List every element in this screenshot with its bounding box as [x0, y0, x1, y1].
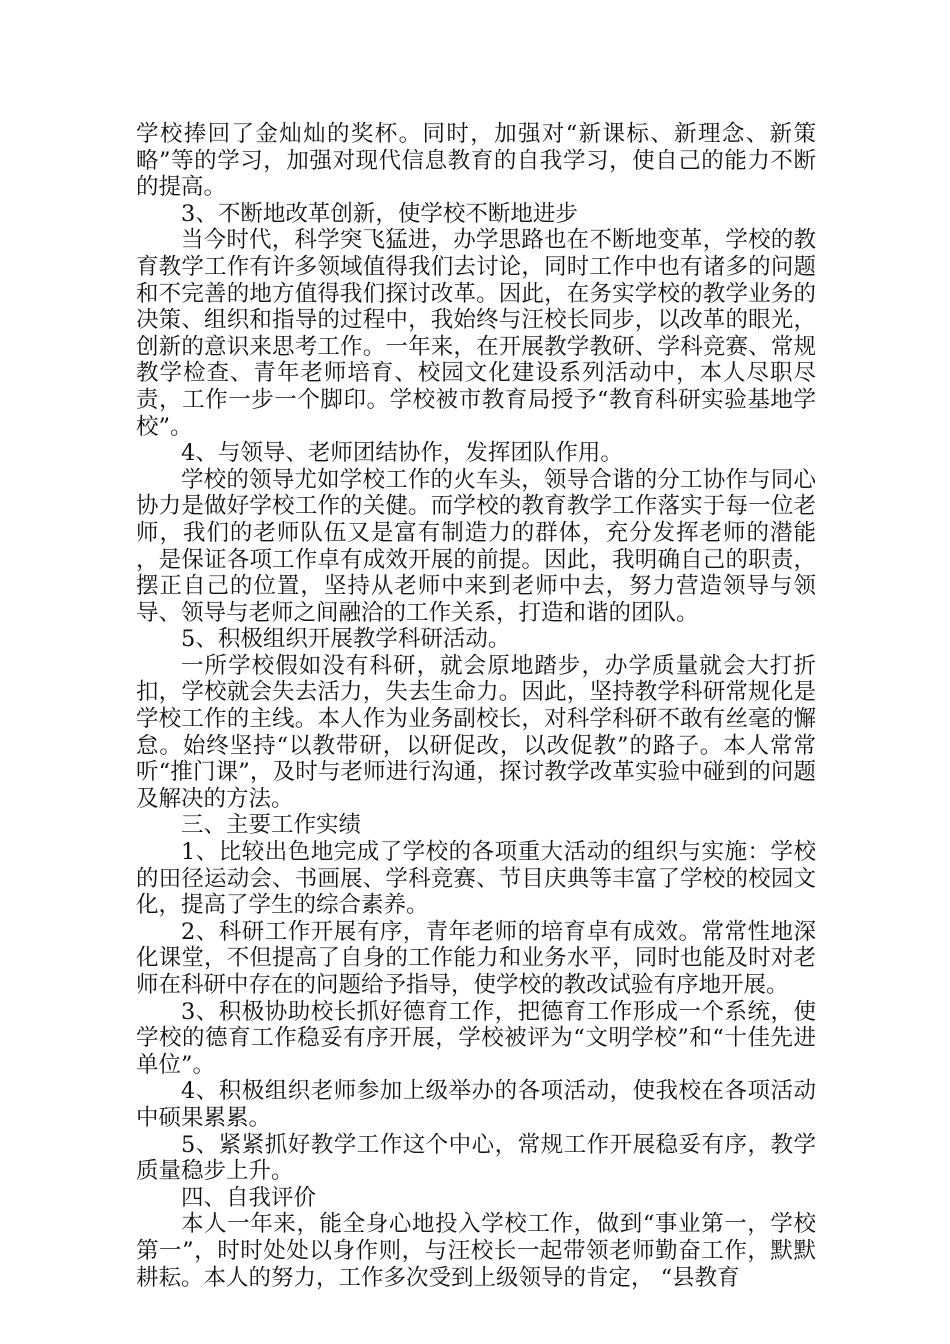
section-heading: 3、不断地改革创新，使学校不断地进步: [181, 200, 578, 227]
section-heading: 4、与领导、老师团结协作，发挥团队作用。: [181, 440, 623, 467]
list-item: 1、比较出色地完成了学校的各项重大活动的组织与实施：学校的田径运动会、书画展、学科竞赛、节目庆典等丰富了学校的校园文化，提高了学生的综合素养。: [136, 839, 816, 919]
section-heading: 5、积极组织开展教学科研活动。: [181, 626, 511, 653]
paragraph: 学校捧回了金灿灿的奖杯。同时，加强对“新课标、新理念、新策略”等的学习，加强对现代信息教育的自我学习，使自己的能力不断的提高。: [136, 121, 816, 201]
document-body: [136, 121, 816, 1291]
section-heading: 四、自我评价: [181, 1184, 317, 1211]
section-heading: 三、主要工作实绩: [181, 812, 362, 839]
paragraph: 一所学校假如没有科研，就会原地踏步，办学质量就会大打折扣，学校就会失去活力，失去生命力。因此，坚持教学科研常规化是学校工作的主线。本人作为业务副校长，对科学科研不敢有丝毫的懈怠。始终坚持“以教带研，以研促改，以改促教”的路子。本人常常听“推门课”，及时与老师进行沟通，探讨教学改革实验中碰到的问题及解决的方法。: [136, 652, 816, 812]
paragraph: 本人一年来，能全身心地投入学校工作，做到“事业第一，学校第一”，时时处处以身作则，与汪校长一起带领老师勤奋工作，默默耕耘。本人的努力，工作多次受到上级领导的肯定， “县教育: [136, 1211, 816, 1291]
list-item: 3、积极协助校长抓好德育工作，把德育工作形成一个系统，使学校的德育工作稳妥有序开展，学校被评为“文明学校”和“十佳先进单位”。: [136, 998, 816, 1078]
list-item: 5、紧紧抓好教学工作这个中心，常规工作开展稳妥有序，教学质量稳步上升。: [136, 1131, 816, 1185]
list-item: 4、积极组织老师参加上级举办的各项活动，使我校在各项活动中硕果累累。: [136, 1078, 816, 1131]
paragraph: 学校的领导尤如学校工作的火车头，领导合谐的分工协作与同心协力是做好学校工作的关健。而学校的教育教学工作落实于每一位老师，我们的老师队伍又是富有制造力的群体，充分发挥老师的潜能 ，是保证各项工作卓有成效开展的前提。因此，我明确自己的职责，摆正自己的位置，坚持从老师中来到老师中去，努力营造领导与领导、领导与老师之间融洽的工作关系，打造和谐的团队。: [136, 466, 816, 626]
paragraph: 当今时代，科学突飞猛进，办学思路也在不断地变革，学校的教育教学工作有许多领域值得我们去讨论，同时工作中也有诸多的问题和不完善的地方值得我们探讨改革。因此，在务实学校的教学业务的决策、组织和指导的过程中，我始终与汪校长同步，以改革的眼光，创新的意识来思考工作。一年来，在开展教学教研、学科竞赛、常规教学检查、青年老师培育、校园文化建设系列活动中，本人尽职尽责，工作一步一个脚印。学校被市教育局授予“教育科研实验基地学校”。: [136, 227, 816, 440]
list-item: 2、科研工作开展有序，青年老师的培育卓有成效。常常性地深化课堂，不但提高了自身的工作能力和业务水平，同时也能及时对老师在科研中存在的问题给予指导，使学校的教改试验有序地开展。: [136, 918, 816, 998]
